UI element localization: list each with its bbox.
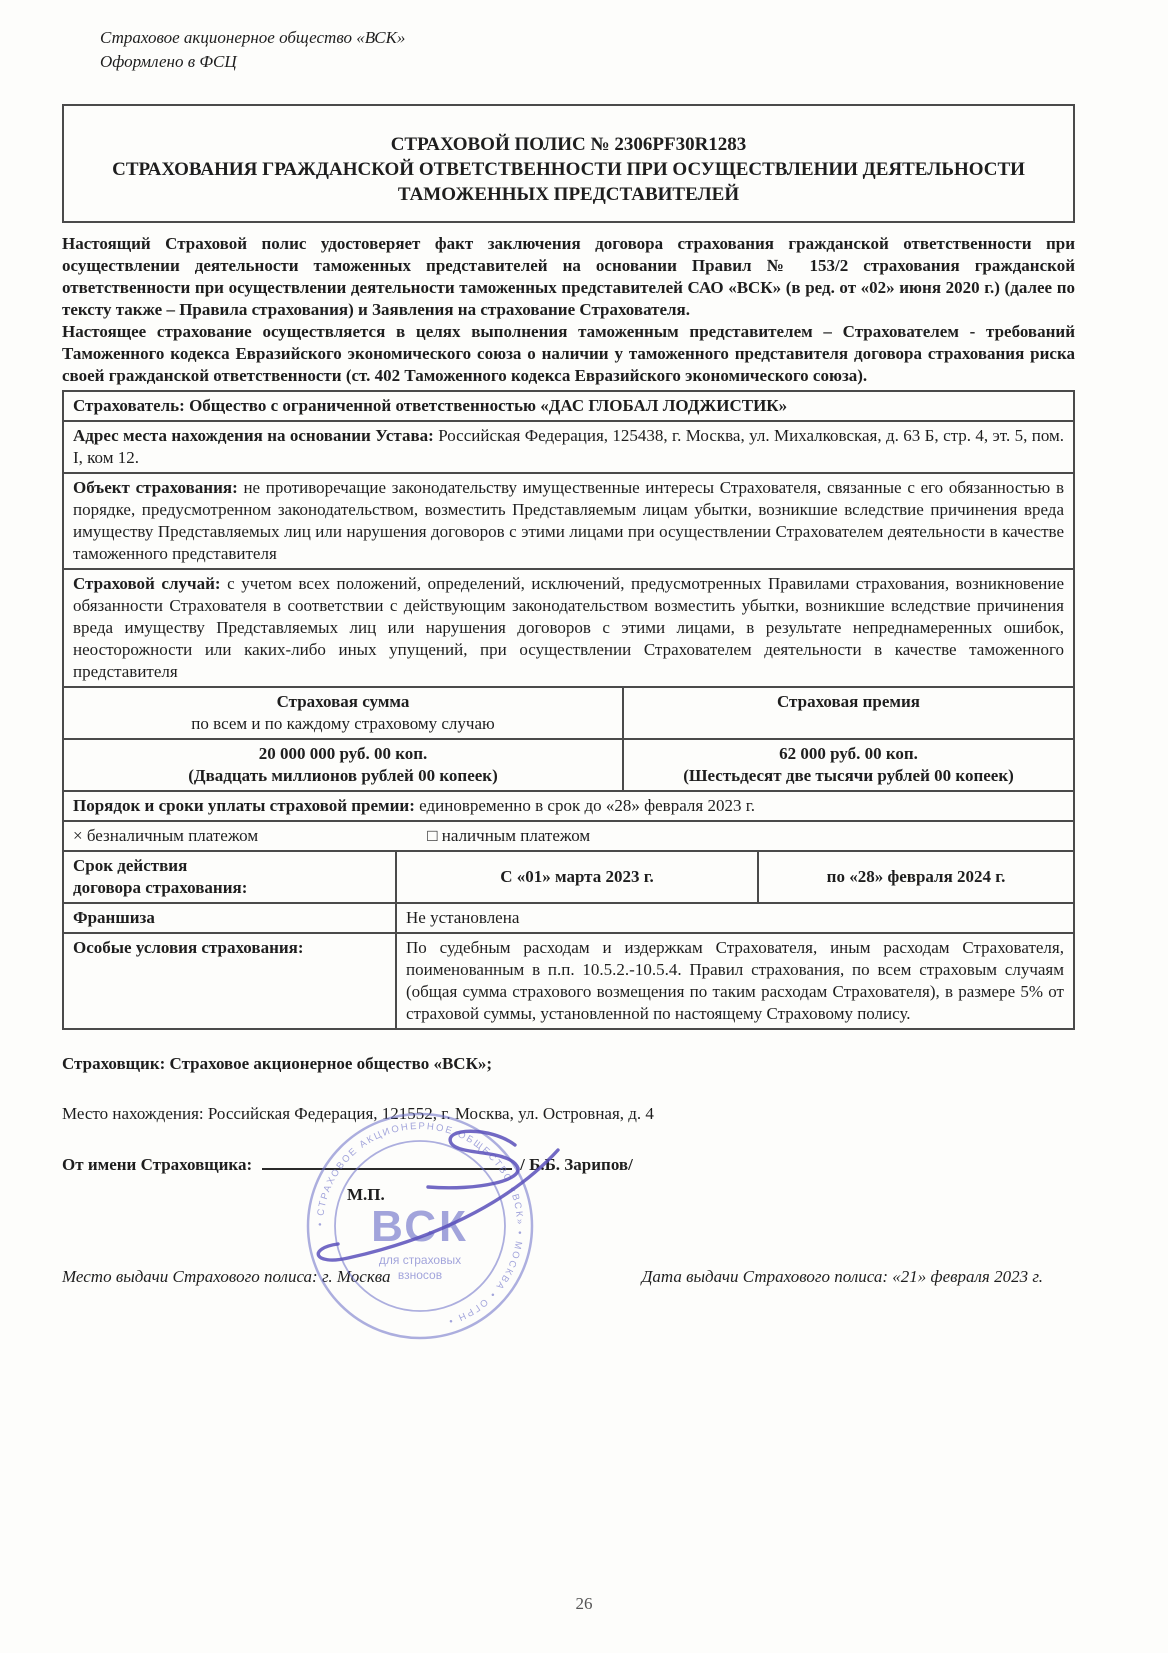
payment-terms-value: единовременно в срок до «28» февраля 2023 г. bbox=[419, 796, 756, 815]
insurer-location-line: Место нахождения: Российская Федерация, 121552, г. Москва, ул. Островная, д. 4 bbox=[62, 1104, 654, 1123]
row-insured-event bbox=[64, 568, 1073, 686]
letterhead bbox=[100, 26, 1075, 74]
policy-term-to: по «28» февраля 2024 г. bbox=[826, 867, 1006, 886]
premium-value-amount: 62 000 руб. 00 коп. bbox=[779, 744, 918, 763]
row-sum-premium-values bbox=[64, 738, 1073, 790]
policy-term-label-cell bbox=[64, 852, 395, 902]
policy-number-title: СТРАХОВОЙ ПОЛИС № 2306PF30R1283 bbox=[390, 134, 747, 155]
policy-title-box bbox=[62, 104, 1075, 223]
preamble-paragraph-2: Настоящее страхование осуществляется в целях выполнения таможенным представителем – Страхователем - требований Таможенного кодекса Евразийского экономического союза о наличии у таможенного представителя договора страхования риска своей гражданской ответственности (ст. 402 Таможенного кодекса Евразийского экономического союза). bbox=[62, 322, 1075, 385]
address-value: Российская Федерация, 125438, г. Москва, ул. Михалковская, д. 63 Б, стр. 4, эт. 5, пом. I, ком 12. bbox=[73, 426, 1065, 467]
issue-place: Место выдачи Страхового полиса: г. Москва bbox=[62, 1267, 391, 1286]
row-sum-premium-header bbox=[64, 686, 1073, 738]
row-insured bbox=[64, 392, 1073, 420]
row-address bbox=[64, 420, 1073, 472]
preamble bbox=[62, 233, 1075, 387]
policy-term-from-cell bbox=[395, 852, 757, 902]
payment-terms-label: Порядок и сроки уплаты страховой премии: bbox=[73, 796, 415, 815]
signatory-name: / Б.Б. Зарипов/ bbox=[520, 1155, 633, 1174]
row-object bbox=[64, 472, 1073, 568]
franchise-label: Франшиза bbox=[73, 908, 155, 927]
stamp-sub-line2: взносов bbox=[397, 1268, 443, 1282]
policy-term-label-line1: Срок действия bbox=[73, 856, 188, 875]
letterhead-company: Страховое акционерное общество «ВСК» bbox=[100, 28, 406, 47]
premium-header: Страховая премия bbox=[777, 692, 920, 711]
franchise-value: Не установлена bbox=[406, 908, 520, 927]
franchise-label-cell bbox=[64, 904, 395, 932]
seal-place-abbr: М.П. bbox=[347, 1185, 385, 1204]
on-behalf-label: От имени Страховщика: bbox=[62, 1155, 253, 1174]
policy-term-from: С «01» марта 2023 г. bbox=[500, 867, 654, 886]
stamp-sub-line1: для страховых bbox=[378, 1253, 462, 1267]
row-franchise bbox=[64, 902, 1073, 932]
object-value: не противоречащие законодательству имущественные интересы Страхователя, связанные с его обязанностью в порядке, предусмотренном законодательством, возместить Представляемым лицам убытки, возникшие вследствие причинения вреда имуществу Представляемых лиц или нарушения договоров с этими лицами при осуществлении Страхователем деятельности в качестве таможенного представителя bbox=[73, 478, 1064, 563]
document-content bbox=[62, 0, 1075, 1287]
stamp-center-text: ВСК bbox=[371, 1202, 469, 1251]
special-conditions-value: По судебным расходам и издержкам Страхователя, иным расходам Страхователя, поименованным в п.п. 10.5.2.-10.5.4. Правил страхования, по всем страховым случаям (общая сумма страхового возмещения по таким расходам Страхователя), в размере 5% от страховой суммы, установленной по настоящему Страховому полису. bbox=[406, 938, 1064, 1023]
premium-value-cell bbox=[622, 740, 1073, 790]
address-label: Адрес места нахождения на основании Устава: bbox=[73, 426, 434, 445]
sum-value-amount: 20 000 000 руб. 00 коп. bbox=[258, 744, 428, 763]
row-policy-term bbox=[64, 850, 1073, 902]
object-label: Объект страхования: bbox=[73, 478, 238, 497]
row-special-conditions bbox=[64, 932, 1073, 1028]
policy-table bbox=[62, 390, 1075, 1030]
signature-blank-line bbox=[262, 1154, 512, 1170]
insured-event-label: Страховой случай: bbox=[73, 574, 221, 593]
policy-subject-title: СТРАХОВАНИЯ ГРАЖДАНСКОЙ ОТВЕТСТВЕННОСТИ ПРИ ОСУЩЕСТВЛЕНИИ ДЕЯТЕЛЬНОСТИ ТАМОЖЕННЫХ ПРЕДСТАВИТЕЛЕЙ bbox=[112, 159, 1025, 205]
special-conditions-value-cell bbox=[395, 934, 1073, 1028]
cash-option bbox=[427, 826, 590, 845]
premium-header-cell bbox=[622, 688, 1073, 738]
row-payment-terms bbox=[64, 790, 1073, 820]
policy-term-label-line2: договора страхования: bbox=[73, 878, 248, 897]
cashless-label: безналичным платежом bbox=[86, 826, 259, 845]
sum-value-words: (Двадцать миллионов рублей 00 копеек) bbox=[188, 766, 498, 785]
franchise-value-cell bbox=[395, 904, 1073, 932]
sum-header-cell bbox=[64, 688, 622, 738]
special-conditions-label-cell bbox=[64, 934, 395, 1028]
cashless-option bbox=[73, 825, 423, 847]
premium-value-words: (Шестьдесят две тысячи рублей 00 копеек) bbox=[683, 766, 1014, 785]
cashless-checkbox-checked: × bbox=[73, 826, 83, 845]
signature-line bbox=[62, 1154, 1075, 1175]
special-conditions-label: Особые условия страхования: bbox=[73, 938, 304, 957]
page-number: 26 bbox=[575, 1594, 593, 1613]
stamp-ring-text: • СТРАХОВОЕ АКЦИОНЕРНОЕ ОБЩЕСТВО «ВСК» • МОСКВА • ОГРН • bbox=[314, 1120, 526, 1328]
sum-header-line2: по всем и по каждому страховому случаю bbox=[191, 714, 495, 733]
cash-checkbox-empty: □ bbox=[427, 826, 438, 845]
row-payment-method bbox=[64, 820, 1073, 850]
sum-value-cell bbox=[64, 740, 622, 790]
issue-date: Дата выдачи Страхового полиса: «21» февраля 2023 г. bbox=[641, 1267, 1043, 1286]
preamble-paragraph-1: Настоящий Страховой полис удостоверяет факт заключения договора страхования гражданской ответственности при осуществлении деятельности таможенных представителей на основании Правил № 153/2 страхования гражданской ответственности при осуществлении деятельности таможенных представителей САО «ВСК» (в ред. от «02» июня 2020 г.) (далее по тексту также – Правила страхования) и Заявления на страхование Страхователя. bbox=[62, 234, 1075, 319]
sum-header-line1: Страховая сумма bbox=[276, 692, 410, 711]
insured-value: Общество с ограниченной ответственностью «ДАС ГЛОБАЛ ЛОДЖИСТИК» bbox=[189, 396, 788, 415]
cash-label: наличным платежом bbox=[441, 826, 591, 845]
letterhead-processing-note: Оформлено в ФСЦ bbox=[100, 52, 237, 71]
insured-event-value: с учетом всех положений, определений, исключений, предусмотренных Правилами страхования, возникновение обязанности Страхователя в соответствии с действующим законодательством возместить убытки, возникшие вследствие причинения вреда имуществу Представляемых лиц или нарушения договоров с этими лицами, в результате непреднамеренных ошибок, неосторожности или каких-либо иных упущений, при осуществлении Страхователем деятельности в качестве таможенного представителя bbox=[73, 574, 1065, 681]
insurer-line: Страховщик: Страховое акционерное общество «ВСК»; bbox=[62, 1054, 493, 1073]
issue-info-row bbox=[62, 1267, 1075, 1287]
policy-term-to-cell bbox=[757, 852, 1073, 902]
insured-label: Страхователь: bbox=[73, 396, 185, 415]
